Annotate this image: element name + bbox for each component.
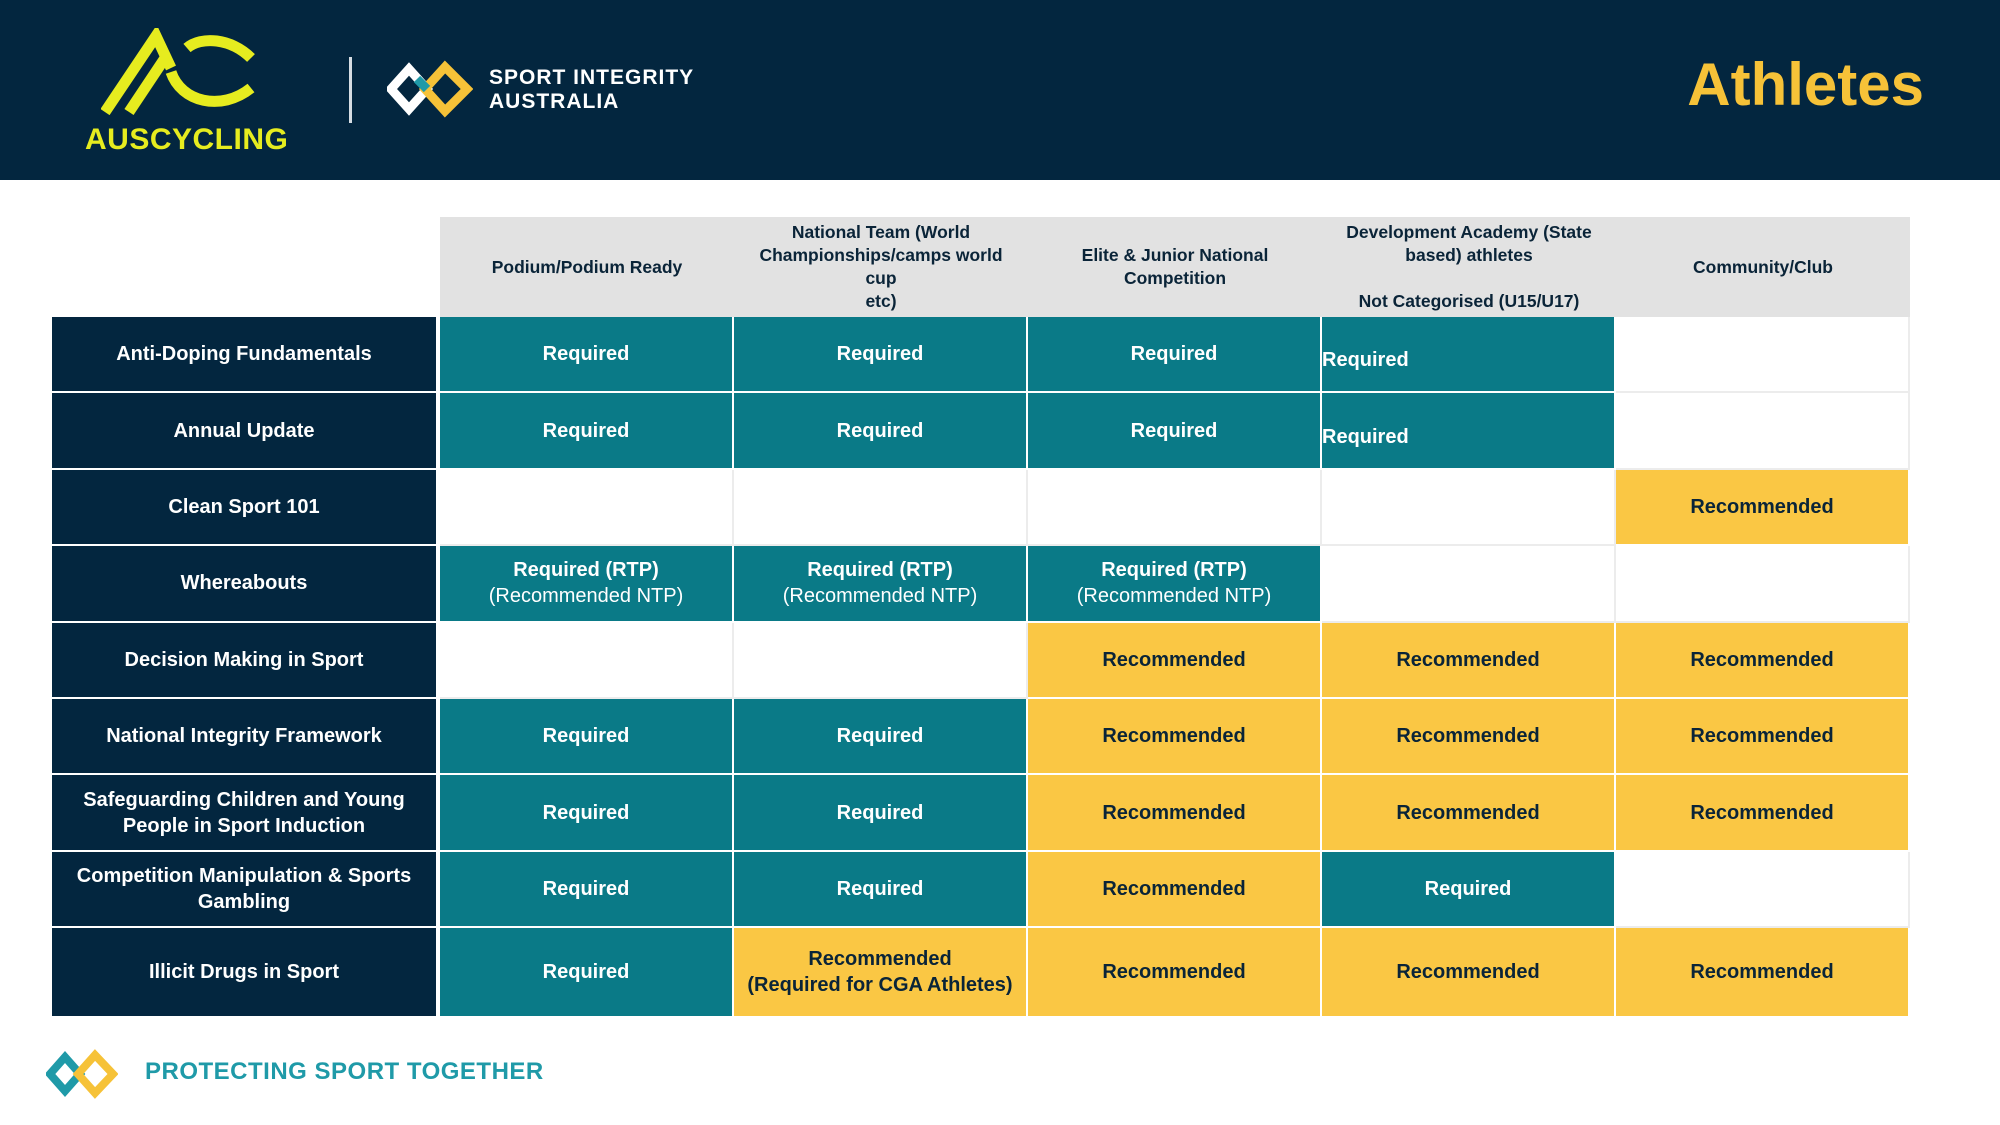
row-header [52,317,440,393]
header-bar [0,0,2000,180]
empty-cell [1028,470,1322,546]
empty-cell [1616,546,1910,622]
text-line: Anti-Doping Fundamentals [116,343,372,366]
text-line: Annual Update [173,419,315,442]
text-line: Gambling [197,890,291,913]
required-cell [440,317,734,393]
required-cell [440,699,734,775]
row-header [52,623,440,699]
text-line: People in Sport Induction [122,814,366,837]
empty-cell [1616,852,1910,928]
sport-integrity-australia-wordmark [489,66,694,114]
logo-divider [349,57,352,123]
column-header [734,217,1028,317]
row-header [52,546,440,622]
required-cell [1322,317,1616,393]
text-line: based) athletes [1405,245,1533,265]
column-header [1616,217,1910,317]
text-line: etc) [865,291,897,311]
text-line: Recommended [1102,648,1246,671]
text-line: Competition [1123,268,1227,288]
auscycling-wordmark: AUSCYCLING [85,123,289,156]
text-line: Recommended [1396,725,1540,748]
empty-cell [734,470,1028,546]
recommended-cell [1616,623,1910,699]
text-line: Required [542,419,630,442]
required-cell [734,852,1028,928]
text-line: Recommended [1102,877,1246,900]
required-cell [1028,393,1322,469]
required-cell [1028,317,1322,393]
text-line: National Integrity Framework [106,725,382,748]
row-header [52,470,440,546]
row-header [52,393,440,469]
recommended-cell [1616,470,1910,546]
text-line: Required [1322,349,1409,372]
sia-wordmark-line-2: AUSTRALIA [489,90,620,113]
text-line: Clean Sport 101 [168,495,320,518]
text-line: Competition Manipulation & Sports [76,864,412,887]
required-cell [734,699,1028,775]
text-line: Recommended [1396,648,1540,671]
empty-cell [1322,470,1616,546]
column-header [440,217,734,317]
required-cell [734,546,1028,622]
text-line: Podium/Podium Ready [491,256,683,277]
text-line: Elite & Junior National [1081,245,1269,265]
text-line: National Team (World [791,222,971,242]
empty-cell [1616,317,1910,393]
text-line: Required [1130,343,1218,366]
text-line: Recommended [1396,801,1540,824]
sia-footer-mark-icon [46,1045,118,1103]
recommended-cell [1322,775,1616,851]
text-line: Recommended [1690,725,1834,748]
empty-cell [734,623,1028,699]
text-line: Required [1424,877,1512,900]
text-line: Safeguarding Children and Young [83,788,405,811]
text-line: (Recommended NTP) [782,585,978,608]
empty-cell [440,470,734,546]
text-line: Community/Club [1693,256,1833,277]
text-line: Required [542,343,630,366]
text-line: (Recommended NTP) [1076,585,1272,608]
footer-tagline: PROTECTING SPORT TOGETHER [145,1058,544,1085]
text-line: Recommended [1690,648,1834,671]
text-line: Recommended [1690,961,1834,984]
text-line: Required [836,725,924,748]
row-header [52,775,440,851]
sia-wordmark-line-1: SPORT INTEGRITY [489,66,695,89]
text-line: Required (RTP) [1101,559,1247,582]
recommended-cell [1028,852,1322,928]
row-header [52,852,440,928]
footer-sia-logo [46,1045,118,1108]
text-line: Recommended [1102,961,1246,984]
text-line: Championships/camps world cup [759,245,1003,288]
required-cell [734,775,1028,851]
text-line: Required [1130,419,1218,442]
recommended-cell [1028,928,1322,1018]
sport-integrity-australia-logo [387,55,473,128]
text-line: Required [836,343,924,366]
text-line: Recommended [1396,961,1540,984]
row-header [52,699,440,775]
text-line: Not Categorised (U15/U17) [1358,291,1580,311]
text-line: Required [542,725,630,748]
text-line: Required [836,801,924,824]
text-line: Recommended [1690,801,1834,824]
required-cell [440,852,734,928]
text-line: Required [542,961,630,984]
text-line: Illicit Drugs in Sport [148,961,339,984]
recommended-cell [1028,699,1322,775]
page-title: Athletes [1687,51,1924,118]
text-line: Required [542,877,630,900]
required-cell [440,546,734,622]
empty-cell [1322,546,1616,622]
text-line: Required (RTP) [807,559,953,582]
required-cell [734,317,1028,393]
text-line: Recommended [1102,725,1246,748]
required-cell [440,775,734,851]
required-cell [734,393,1028,469]
column-header [1028,217,1322,317]
row-header [52,928,440,1018]
recommended-cell [734,928,1028,1018]
empty-cell [1616,393,1910,469]
recommended-cell [1616,928,1910,1018]
text-line: Required [836,419,924,442]
required-cell [1028,546,1322,622]
text-line: Required (RTP) [513,559,659,582]
text-line: Development Academy (State [1346,222,1592,242]
text-line: Whereabouts [180,572,308,595]
text-line: (Required for CGA Athletes) [747,974,1013,997]
recommended-cell [1322,623,1616,699]
recommended-cell [1616,699,1910,775]
required-cell [440,393,734,469]
text-line: Recommended [808,948,952,971]
text-line: Required [836,877,924,900]
required-cell [1322,852,1616,928]
column-header [1322,217,1616,317]
text-line: Decision Making in Sport [124,648,364,671]
empty-cell [440,623,734,699]
required-cell [1322,393,1616,469]
recommended-cell [1322,928,1616,1018]
recommended-cell [1616,775,1910,851]
text-line: Required [542,801,630,824]
text-line: Recommended [1690,495,1834,518]
auscycling-mark-icon [101,28,271,118]
text-line: Required [1322,425,1409,448]
text-line: Recommended [1102,801,1246,824]
required-cell [440,928,734,1018]
recommended-cell [1028,775,1322,851]
text-line: (Recommended NTP) [488,585,684,608]
recommended-cell [1028,623,1322,699]
sia-mark-icon [387,55,473,123]
recommended-cell [1322,699,1616,775]
auscycling-logo [85,28,289,158]
